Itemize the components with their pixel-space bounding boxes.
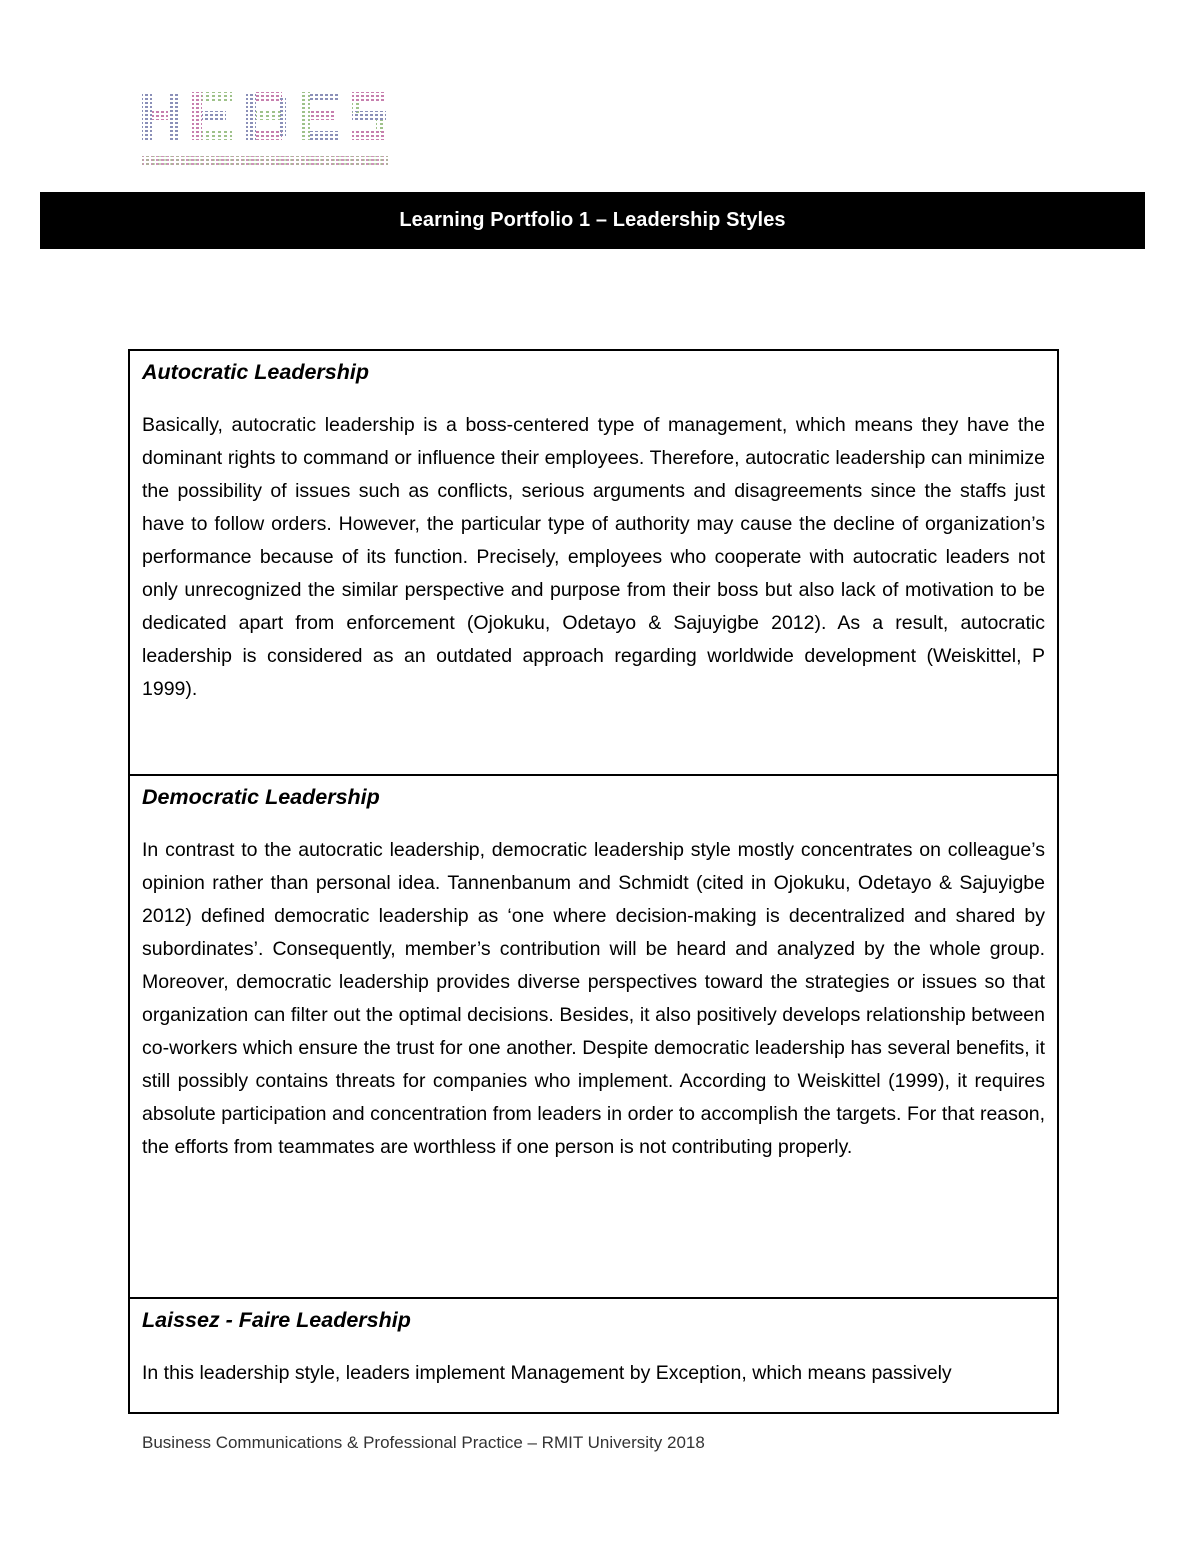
- section-body: In this leadership style, leaders implement Management by Exception, which means passively: [142, 1362, 952, 1384]
- section-laissez-faire-leadership: [130, 1297, 1057, 1412]
- page-footer: Business Communications & Professional Practice – RMIT University 2018: [142, 1433, 705, 1452]
- section-heading: Autocratic Leadership: [142, 360, 369, 384]
- section-body: In contrast to the autocratic leadership, democratic leadership style mostly concentrates on colleague’s opinion rather than personal idea. Tannenbanum and Schmidt (cited in Ojokuku, Odetayo & Sajuyigbe 2012) defined democratic leadership as ‘one where decision-making is decentralized and shared by subordinates’. Consequently, member’s contribution will be heard and analyzed by the whole group. Moreover, democratic leadership provides diverse perspectives toward the strategies or issues so that organization can filter out the optimal decisions. Besides, it also positively develops relationship between co-workers which ensure the trust for one another. Despite democratic leadership has several benefits, it still possibly contains threats for companies who implement. According to Weiskittel (1999), it requires absolute participation and concentration from leaders in order to accomplish the targets. For that reason, the efforts from teammates are worthless if one person is not contributing properly.: [142, 839, 1045, 1158]
- logo-image: [140, 90, 390, 172]
- section-body: Basically, autocratic leadership is a boss-centered type of management, which means they have the dominant rights to command or influence their employees. Therefore, autocratic leadership can minimize the possibility of issues such as conflicts, serious arguments and disagreements since the staffs just have to follow orders. However, the particular type of authority may cause the decline of organization’s performance because of its function. Precisely, employees who cooperate with autocratic leaders not only unrecognized the similar perspective and purpose from their boss but also lack of motivation to be dedicated apart from enforcement (Ojokuku, Odetayo & Sajuyigbe 2012). As a result, autocratic leadership is considered as an outdated approach regarding worldwide development (Weiskittel, P 1999).: [142, 414, 1045, 700]
- section-heading: Laissez - Faire Leadership: [142, 1308, 411, 1332]
- page-title: Learning Portfolio 1 – Leadership Styles: [40, 192, 1145, 249]
- section-heading: Democratic Leadership: [142, 785, 380, 809]
- leadership-styles-table: [128, 349, 1059, 1414]
- section-democratic-leadership: [130, 774, 1057, 1297]
- section-autocratic-leadership: [130, 351, 1057, 774]
